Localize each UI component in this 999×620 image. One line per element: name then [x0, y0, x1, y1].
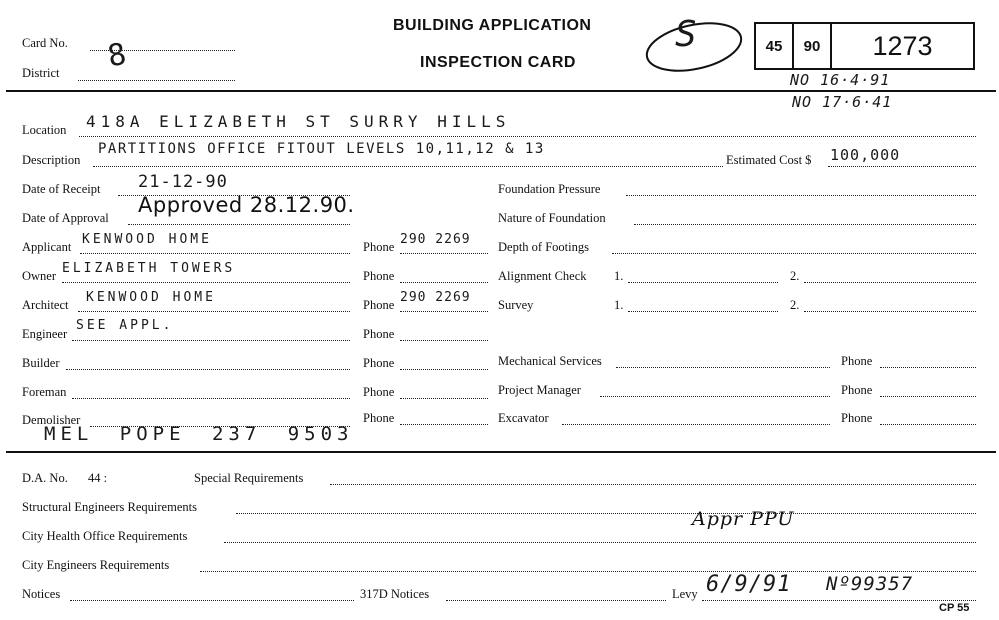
levy-line	[702, 600, 976, 601]
architect-phone-label: Phone	[363, 298, 395, 312]
applicant-phone-line	[400, 253, 488, 254]
estimated-cost-line	[828, 166, 976, 167]
city-health-value: Appr PPU	[692, 508, 795, 530]
depth-of-footings-line	[612, 253, 976, 254]
demolisher-phone-label: Phone	[363, 411, 395, 425]
foreman-label: Foreman	[22, 385, 67, 399]
engineer-value: SEE APPL.	[76, 318, 174, 333]
location-line	[79, 136, 976, 137]
special-requirements-line	[330, 484, 976, 485]
foundation-pressure-label: Foundation Pressure	[498, 182, 601, 196]
project-manager-phone-label: Phone	[841, 383, 873, 397]
mechanical-services-phone-label: Phone	[841, 354, 873, 368]
estimated-cost-label: Estimated Cost $	[726, 153, 812, 167]
excavator-phone-label: Phone	[841, 411, 873, 425]
excavator-phone-line	[880, 424, 976, 425]
receipt-label: Date of Receipt	[22, 182, 101, 196]
applicant-line	[80, 253, 350, 254]
owner-label: Owner	[22, 269, 57, 283]
applicant-label: Applicant	[22, 240, 72, 254]
card-no-label: Card No.	[22, 36, 68, 50]
nature-of-foundation-label: Nature of Foundation	[498, 211, 606, 225]
estimated-cost-value: 100,000	[830, 146, 901, 164]
applicant-phone-label: Phone	[363, 240, 395, 254]
foundation-pressure-line	[626, 195, 976, 196]
description-value: PARTITIONS OFFICE FITOUT LEVELS 10,11,12 & 13	[98, 141, 545, 157]
form-title: BUILDING APPLICATION	[393, 17, 592, 34]
nature-of-foundation-line	[634, 224, 976, 225]
survey-1-line	[628, 311, 778, 312]
demolisher-value: MEL POPE 237 9503	[44, 423, 354, 445]
architect-phone-value: 290 2269	[400, 290, 471, 305]
foreman-line	[72, 398, 350, 399]
mechanical-services-label: Mechanical Services	[498, 354, 602, 368]
box-cell-2: 90	[794, 24, 832, 68]
excavator-line	[562, 424, 830, 425]
header-rule	[6, 90, 996, 92]
city-health-line	[224, 542, 976, 543]
district-label: District	[22, 66, 60, 80]
foreman-phone-label: Phone	[363, 385, 395, 399]
demolisher-phone-line	[400, 424, 488, 425]
architect-line	[78, 311, 350, 312]
survey-2-line	[804, 311, 976, 312]
form-code: CP 55	[939, 602, 970, 614]
applicant-phone-value: 290 2269	[400, 232, 471, 247]
note-line-1: NO 16·4·91	[790, 71, 891, 89]
builder-phone-line	[400, 369, 488, 370]
levy-label: Levy	[672, 587, 698, 601]
engineer-label: Engineer	[22, 327, 68, 341]
foreman-phone-line	[400, 398, 488, 399]
engineer-phone-line	[400, 340, 488, 341]
mechanical-services-phone-line	[880, 367, 976, 368]
survey-1: 1.	[614, 298, 624, 312]
architect-value: KENWOOD HOME	[86, 290, 216, 305]
approval-label: Date of Approval	[22, 211, 109, 225]
da-no-label: D.A. No.	[22, 471, 68, 485]
survey-label: Survey	[498, 298, 534, 312]
builder-phone-label: Phone	[363, 356, 395, 370]
architect-phone-line	[400, 311, 488, 312]
levy-number: Nº99357	[826, 573, 914, 595]
box-cell-1: 45	[756, 24, 794, 68]
location-label: Location	[22, 123, 67, 137]
builder-label: Builder	[22, 356, 60, 370]
structural-engineers-line	[236, 513, 976, 514]
notices-label: Notices	[22, 587, 61, 601]
project-manager-label: Project Manager	[498, 383, 581, 397]
notices-317d-line	[446, 600, 666, 601]
note-line-2: NO 17·6·41	[792, 93, 893, 111]
engineer-phone-label: Phone	[363, 327, 395, 341]
alignment-check-2: 2.	[790, 269, 800, 283]
engineer-line	[72, 340, 350, 341]
city-health-label: City Health Office Requirements	[22, 529, 188, 543]
alignment-check-1: 1.	[614, 269, 624, 283]
builder-line	[66, 369, 350, 370]
owner-phone-label: Phone	[363, 269, 395, 283]
approval-line	[128, 224, 350, 225]
special-requirements-label: Special Requirements	[194, 471, 304, 485]
district-line	[78, 80, 235, 81]
owner-line	[62, 282, 350, 283]
excavator-label: Excavator	[498, 411, 549, 425]
receipt-value: 21-12-90	[138, 172, 228, 192]
section-rule	[6, 451, 996, 453]
architect-label: Architect	[22, 298, 69, 312]
stamp-letter: S	[675, 14, 698, 55]
demolisher-label: Demolisher	[22, 413, 81, 427]
owner-value: ELIZABETH TOWERS	[62, 261, 236, 276]
survey-2: 2.	[790, 298, 800, 312]
form-subtitle: INSPECTION CARD	[420, 54, 576, 71]
approval-value: Approved 28.12.90.	[138, 193, 355, 217]
alignment-check-2-line	[804, 282, 976, 283]
notices-line	[70, 600, 354, 601]
da-no-value: 44 :	[88, 471, 108, 485]
location-value: 418A ELIZABETH ST SURRY HILLS	[86, 112, 511, 131]
mechanical-services-line	[616, 367, 830, 368]
alignment-check-1-line	[628, 282, 778, 283]
levy-value: 6/9/91	[706, 572, 792, 597]
applicant-value: KENWOOD HOME	[82, 232, 212, 247]
owner-phone-line	[400, 282, 488, 283]
description-label: Description	[22, 153, 81, 167]
card-no-value: 8	[105, 36, 130, 75]
description-line	[93, 166, 723, 167]
application-number-box	[754, 22, 975, 70]
notices-317d-label: 317D Notices	[360, 587, 430, 601]
box-number: 1273	[872, 30, 933, 61]
city-engineers-label: City Engineers Requirements	[22, 558, 170, 572]
city-engineers-line	[200, 571, 976, 572]
depth-of-footings-label: Depth of Footings	[498, 240, 589, 254]
project-manager-line	[600, 396, 830, 397]
structural-engineers-label: Structural Engineers Requirements	[22, 500, 197, 514]
alignment-check-label: Alignment Check	[498, 269, 587, 283]
project-manager-phone-line	[880, 396, 976, 397]
